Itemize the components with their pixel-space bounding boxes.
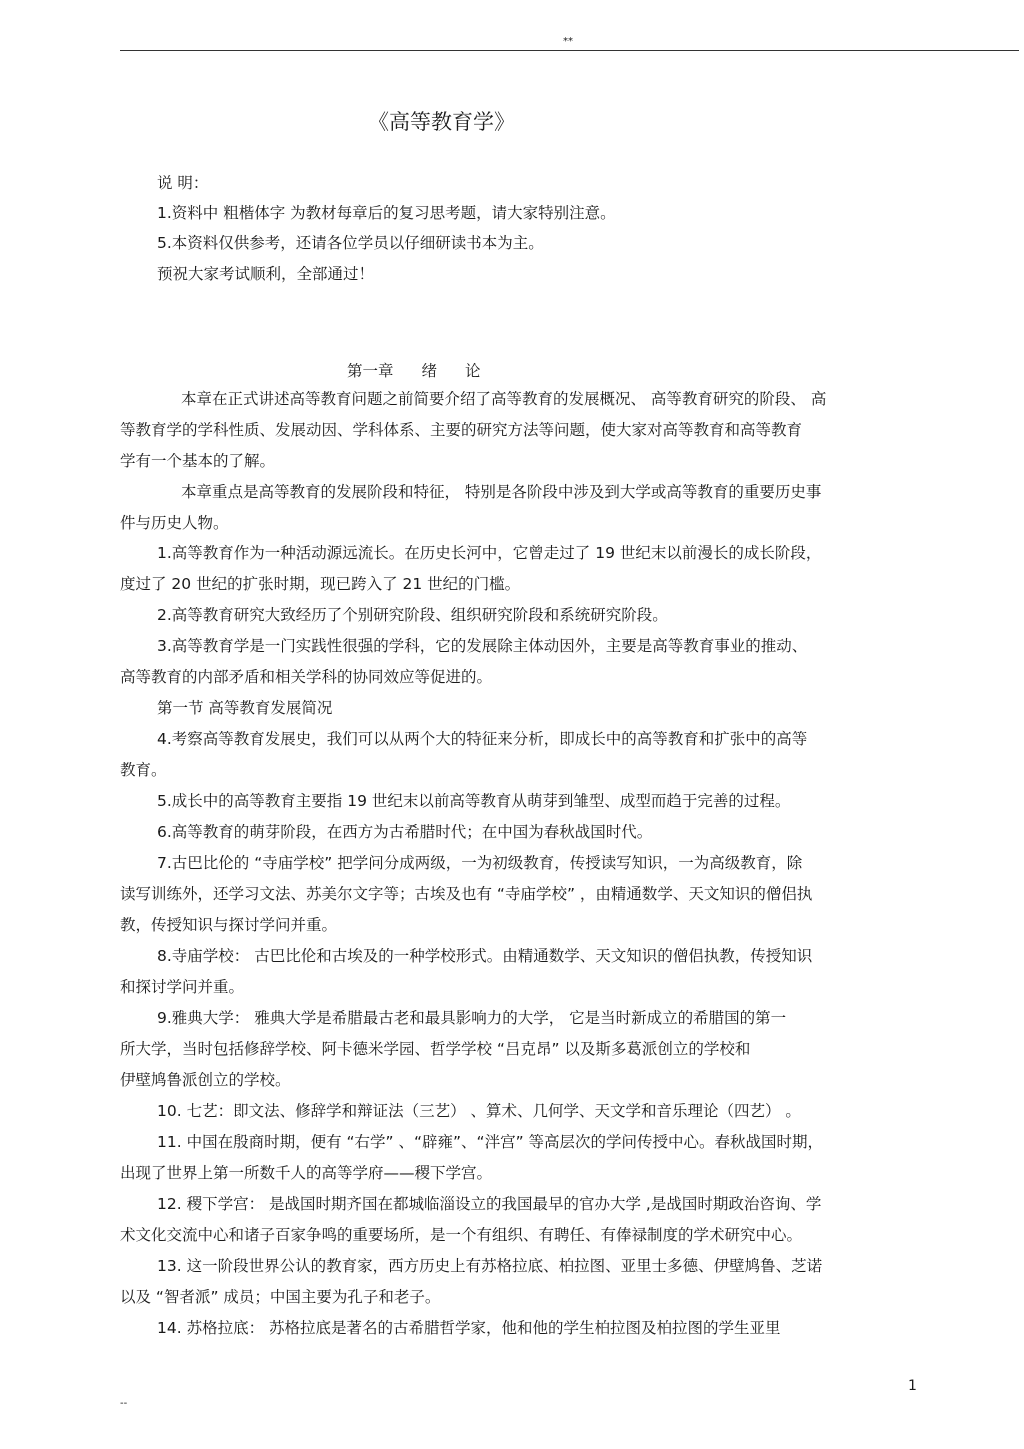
body-line: 等教育学的学科性质、发展动因、学科体系、主要的研究方法等问题，使大家对高等教育和高等教育 xyxy=(120,421,803,439)
body-line: 以及 “智者派” 成员；中国主要为孔子和老子。 xyxy=(120,1288,441,1306)
notes-heading: 说 明： xyxy=(157,174,209,192)
document-title: 《高等教育学》 xyxy=(368,110,515,134)
body-line: 出现了世界上第一所数千人的高等学府——稷下学宫。 xyxy=(120,1164,493,1182)
body-line: 术文化交流中心和诸子百家争鸣的重要场所，是一个有组织、有聘任、有俸禄制度的学术研究中心。 xyxy=(120,1226,803,1244)
body-line: 读写训练外，还学习文法、苏美尔文字等；古埃及也有 “寺庙学校” ，由精通数学、天文知识的僧侣执 xyxy=(120,885,813,903)
chapter-title-part-1: 绪 xyxy=(421,362,438,380)
header-mark: ** xyxy=(563,36,573,47)
body-line: 13. 这一阶段世界公认的教育家，西方历史上有苏格拉底、柏拉图、亚里士多德、伊壁鸠鲁、芝诺 xyxy=(157,1257,823,1275)
notes-item-2: 5.本资料仅供参考，还请各位学员以仔细研读书本为主。 xyxy=(157,234,544,252)
body-line: 8.寺庙学校： 古巴比伦和古埃及的一种学校形式。由精通数学、天文知识的僧侣执教，传授知识 xyxy=(157,947,813,965)
footer-mark: -- xyxy=(120,1398,128,1409)
body-line: 10. 七艺：即文法、修辞学和辩证法（三艺） 、算术、几何学、天文学和音乐理论（四艺） 。 xyxy=(157,1102,801,1120)
body-line: 本章重点是高等教育的发展阶段和特征， 特别是各阶段中涉及到大学或高等教育的重要历史事 xyxy=(181,483,822,501)
body-line: 9.雅典大学： 雅典大学是希腊最古老和最具影响力的大学， 它是当时新成立的希腊国的第一 xyxy=(157,1009,787,1027)
body-line: 3.高等教育学是一门实践性很强的学科，它的发展除主体动因外，主要是高等教育事业的推动、 xyxy=(157,637,808,655)
notes-item-3: 预祝大家考试顺利，全部通过！ xyxy=(157,265,375,283)
notes-item-1: 1.资料中 粗楷体字 为教材每章后的复习思考题，请大家特别注意。 xyxy=(157,204,616,222)
chapter-number: 第一章 xyxy=(347,362,394,380)
page-number: 1 xyxy=(908,1378,917,1394)
section-heading: 第一节 高等教育发展简况 xyxy=(157,699,333,717)
header-rule xyxy=(120,50,1019,51)
body-line: 4.考察高等教育发展史，我们可以从两个大的特征来分析，即成长中的高等教育和扩张中的高等 xyxy=(157,730,808,748)
body-line: 所大学，当时包括修辞学校、阿卡德米学园、哲学学校 “吕克昂” 以及斯多葛派创立的学校和 xyxy=(120,1040,751,1058)
body-line: 教育。 xyxy=(120,761,167,779)
body-line: 度过了 20 世纪的扩张时期，现已跨入了 21 世纪的门槛。 xyxy=(120,575,521,593)
body-line: 教，传授知识与探讨学问并重。 xyxy=(120,916,338,934)
body-line: 5.成长中的高等教育主要指 19 世纪末以前高等教育从萌芽到雏型、成型而趋于完善的过程。 xyxy=(157,792,791,810)
chapter-heading xyxy=(347,359,509,381)
body-line: 2.高等教育研究大致经历了个别研究阶段、组织研究阶段和系统研究阶段。 xyxy=(157,606,668,624)
body-line: 6.高等教育的萌芽阶段，在西方为古希腊时代；在中国为春秋战国时代。 xyxy=(157,823,653,841)
body-line: 伊壁鸠鲁派创立的学校。 xyxy=(120,1071,291,1089)
body-line: 件与历史人物。 xyxy=(120,514,229,532)
body-line: 12. 稷下学宫： 是战国时期齐国在都城临淄设立的我国最早的官办大学 ,是战国时期政治咨询、学 xyxy=(157,1195,822,1213)
body-line: 高等教育的内部矛盾和相关学科的协同效应等促进的。 xyxy=(120,668,493,686)
body-line: 和探讨学问并重。 xyxy=(120,978,245,996)
body-line: 7.古巴比伦的 “寺庙学校” 把学问分成两级，一为初级教育，传授读写知识，一为高级教育，除 xyxy=(157,854,803,872)
body-line: 学有一个基本的了解。 xyxy=(120,452,276,470)
body-line: 1.高等教育作为一种活动源远流长。在历史长河中，它曾走过了 19 世纪末以前漫长的成长阶段， xyxy=(157,544,822,562)
body-line: 本章在正式讲述高等教育问题之前简要介绍了高等教育的发展概况、 高等教育研究的阶段、 高 xyxy=(181,390,827,408)
body-line: 14. 苏格拉底： 苏格拉底是著名的古希腊哲学家，他和他的学生柏拉图及柏拉图的学生亚里 xyxy=(157,1319,781,1337)
body-line: 11. 中国在殷商时期，便有 “右学” 、“辟雍”、“泮宫” 等高层次的学问传授中心。春秋战国时期， xyxy=(157,1133,824,1151)
chapter-title-part-2: 论 xyxy=(465,362,481,380)
